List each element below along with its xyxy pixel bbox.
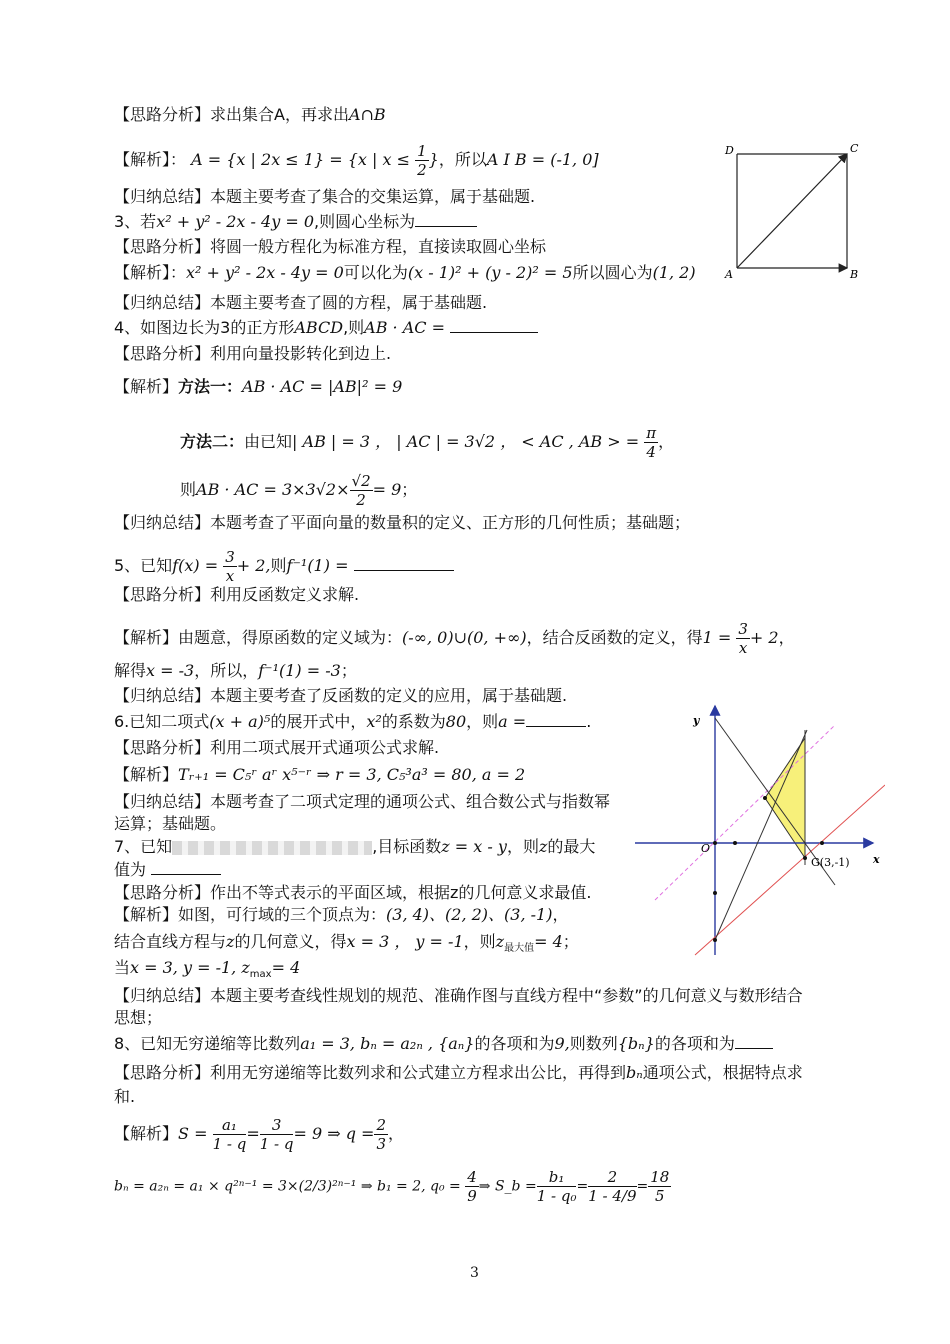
fraction: $\frac{18}{5}$	[650, 1168, 670, 1205]
q7-solution-3: 当x = 3, y = -1, $z_{max}= 4$	[114, 958, 301, 981]
vector-ac	[737, 154, 847, 268]
q2-analysis: 【思路分析】求出集合A，再求出A∩B	[114, 105, 386, 124]
answer-blank	[151, 860, 221, 875]
answer-blank	[415, 212, 477, 227]
origin-point	[713, 841, 717, 845]
blurred-inequality-system	[172, 841, 372, 855]
point-g-label: G(3,-1)	[811, 856, 850, 869]
fraction: $\frac{1}{2}$	[417, 142, 427, 179]
q3-solution: 【解析】：x² + y² - 2x - 4y = 0可以化为(x - 1)² + (y - 2)² = 5所以圆心为(1, 2)	[114, 263, 696, 282]
q5-solution: 【解析】由题意，得原函数的定义域为：(-∞, 0)∪(0, +∞)，结合反函数的定义，得1 = $\frac{3}{x}$ + 2，	[114, 620, 795, 657]
feasible-region-plot	[635, 700, 885, 960]
dashed-objective-line	[655, 725, 835, 900]
fraction: $\frac{√2}{2}$	[351, 472, 371, 509]
square-figure	[715, 140, 865, 285]
q7-question: 7、已知 ,目标函数z = x - y，则z的最大	[114, 837, 596, 856]
fraction: $\frac{\text{b₁}}{\text{1 - q₀}}$	[536, 1168, 577, 1205]
vertex-point	[803, 856, 807, 860]
q8-solution-2: bₙ = a₂ₙ = a₁ × q²ⁿ⁻¹ = 3×(2/3)²ⁿ⁻¹ ⇒ b₁ = 2, q₀ = $\frac{4}{9}$ ⇒ S_b = $\frac{\text{b₁}}{\text{1 - q₀}}$ = $\frac{2}{1 - 4/9}$ = $\frac{18}{5}$	[114, 1168, 670, 1205]
q7-solution-2: 结合直线方程与z的几何意义，得x = 3 ， y = -1，则$z_{最大值}= 4$；	[114, 932, 579, 955]
fraction: $\frac{2}{3}$	[376, 1116, 386, 1153]
vertex-point	[763, 796, 767, 800]
label-a: A	[725, 268, 733, 281]
q3-summary: 【归纳总结】本题主要考查了圆的方程，属于基础题.	[114, 293, 488, 312]
fraction: $\frac{\text{a₁}}{1 - q}$	[212, 1116, 247, 1153]
q6-question: 6.已知二项式(x + a)⁵的展开式中，x²的系数为80，则a = .	[114, 712, 592, 731]
q7-summary-2: 思想；	[114, 1008, 163, 1027]
q4-question: 4、如图边长为3的正方形ABCD,则AB · AC =	[114, 317, 538, 339]
label-d: D	[725, 144, 734, 157]
q5-analysis: 【思路分析】利用反函数定义求解.	[114, 585, 360, 604]
q7-analysis: 【思路分析】作出不等式表示的平面区域，根据z的几何意义求最值.	[114, 883, 592, 902]
q7-summary-1: 【归纳总结】本题主要考查线性规划的规范、准确作图与直线方程中“参数”的几何意义与数形结合	[114, 986, 803, 1005]
q7-solution: 【解析】如图，可行域的三个顶点为：(3, 4)、(2, 2)、(3, -1)，	[114, 905, 569, 924]
answer-blank	[450, 318, 538, 333]
q3-question: 3、若x² + y² - 2x - 4y = 0,则圆心坐标为	[114, 211, 477, 233]
answer-blank	[735, 1034, 773, 1049]
feasible-region	[765, 738, 805, 858]
axis-point	[713, 891, 717, 895]
q6-summary-1: 【归纳总结】本题考查了二项式定理的通项公式、组合数公式与指数幂	[114, 792, 611, 811]
fraction: $\frac{2}{1 - 4/9}$	[588, 1168, 637, 1205]
label-b: B	[850, 268, 859, 281]
y-axis-label: y	[693, 714, 700, 727]
q2-summary: 【归纳总结】本题主要考查了集合的交集运算，属于基础题.	[114, 187, 536, 206]
q8-question: 8、已知无穷递缩等比数列a₁ = 3, bₙ = a₂ₙ , {aₙ}的各项和为9,则数列{bₙ}的各项和为	[114, 1033, 773, 1055]
q4-solution-method2: 方法二：由已知| AB | = 3 ， | AC | = 3√2 ， < AC , AB > = $\frac{\pi}{4}$ ，	[180, 424, 675, 461]
q7-question-2: 值为	[114, 859, 221, 881]
q5-solution-2: 解得x = -3，所以，f⁻¹(1) = -3；	[114, 661, 357, 680]
q4-summary: 【归纳总结】本题考查了平面向量的数量积的定义、正方形的几何性质；基础题；	[114, 513, 691, 532]
label-c: C	[850, 142, 859, 155]
axis-point	[820, 841, 824, 845]
fraction: $\frac{3}{x}$	[225, 548, 235, 585]
fraction: $\frac{3}{x}$	[738, 620, 748, 657]
q8-analysis-2: 和.	[114, 1087, 136, 1106]
axis-point	[733, 841, 737, 845]
q4-solution-result: 则AB · AC = 3×3√2× $\frac{√2}{2}$ = 9；	[180, 472, 418, 509]
q4-solution-method1: 【解析】方法一：AB · AC = |AB|² = 9	[114, 377, 403, 396]
origin-label: O	[701, 842, 711, 855]
q3-analysis: 【思路分析】将圆一般方程化为标准方程，直接读取圆心坐标	[114, 237, 547, 256]
q8-solution: 【解析】S = $\frac{\text{a₁}}{1 - q}$ = $\frac{3}{1 - q}$ = 9 ⇒ q = $\frac{2}{3}$ ，	[114, 1116, 405, 1153]
x-axis-label: x	[873, 853, 880, 866]
q4-analysis: 【思路分析】利用向量投影转化到边上.	[114, 344, 392, 363]
q6-summary-2: 运算；基础题。	[114, 814, 227, 833]
answer-blank	[354, 556, 454, 571]
fraction: $\frac{\pi}{4}$	[646, 424, 657, 461]
q8-analysis-1: 【思路分析】利用无穷递缩等比数列求和公式建立方程求出公比，再得到bₙ通项公式，根据特点求	[114, 1063, 803, 1082]
q6-analysis: 【思路分析】利用二项式展开式通项公式求解.	[114, 738, 440, 757]
q2-solution: 【解析】： A = {x | 2x ≤ 1} = {x | x ≤ $\frac{1}{2}$ }，所以A I B = (-1, 0]	[114, 142, 599, 179]
page-number: 3	[470, 1265, 479, 1281]
answer-blank	[526, 712, 586, 727]
fraction: $\frac{3}{1 - q}$	[259, 1116, 294, 1153]
q5-question: 5、已知f(x) = $\frac{3}{x}$ + 2,则f⁻¹(1) =	[114, 548, 454, 585]
fraction: $\frac{4}{9}$	[467, 1168, 477, 1205]
axis-point	[713, 938, 717, 942]
q5-summary: 【归纳总结】本题主要考查了反函数的定义的应用，属于基础题.	[114, 686, 568, 705]
q6-solution: 【解析】Tᵣ₊₁ = C₅ʳ aʳ x⁵⁻ʳ ⇒ r = 3, C₅³a³ = 80, a = 2	[114, 765, 526, 784]
